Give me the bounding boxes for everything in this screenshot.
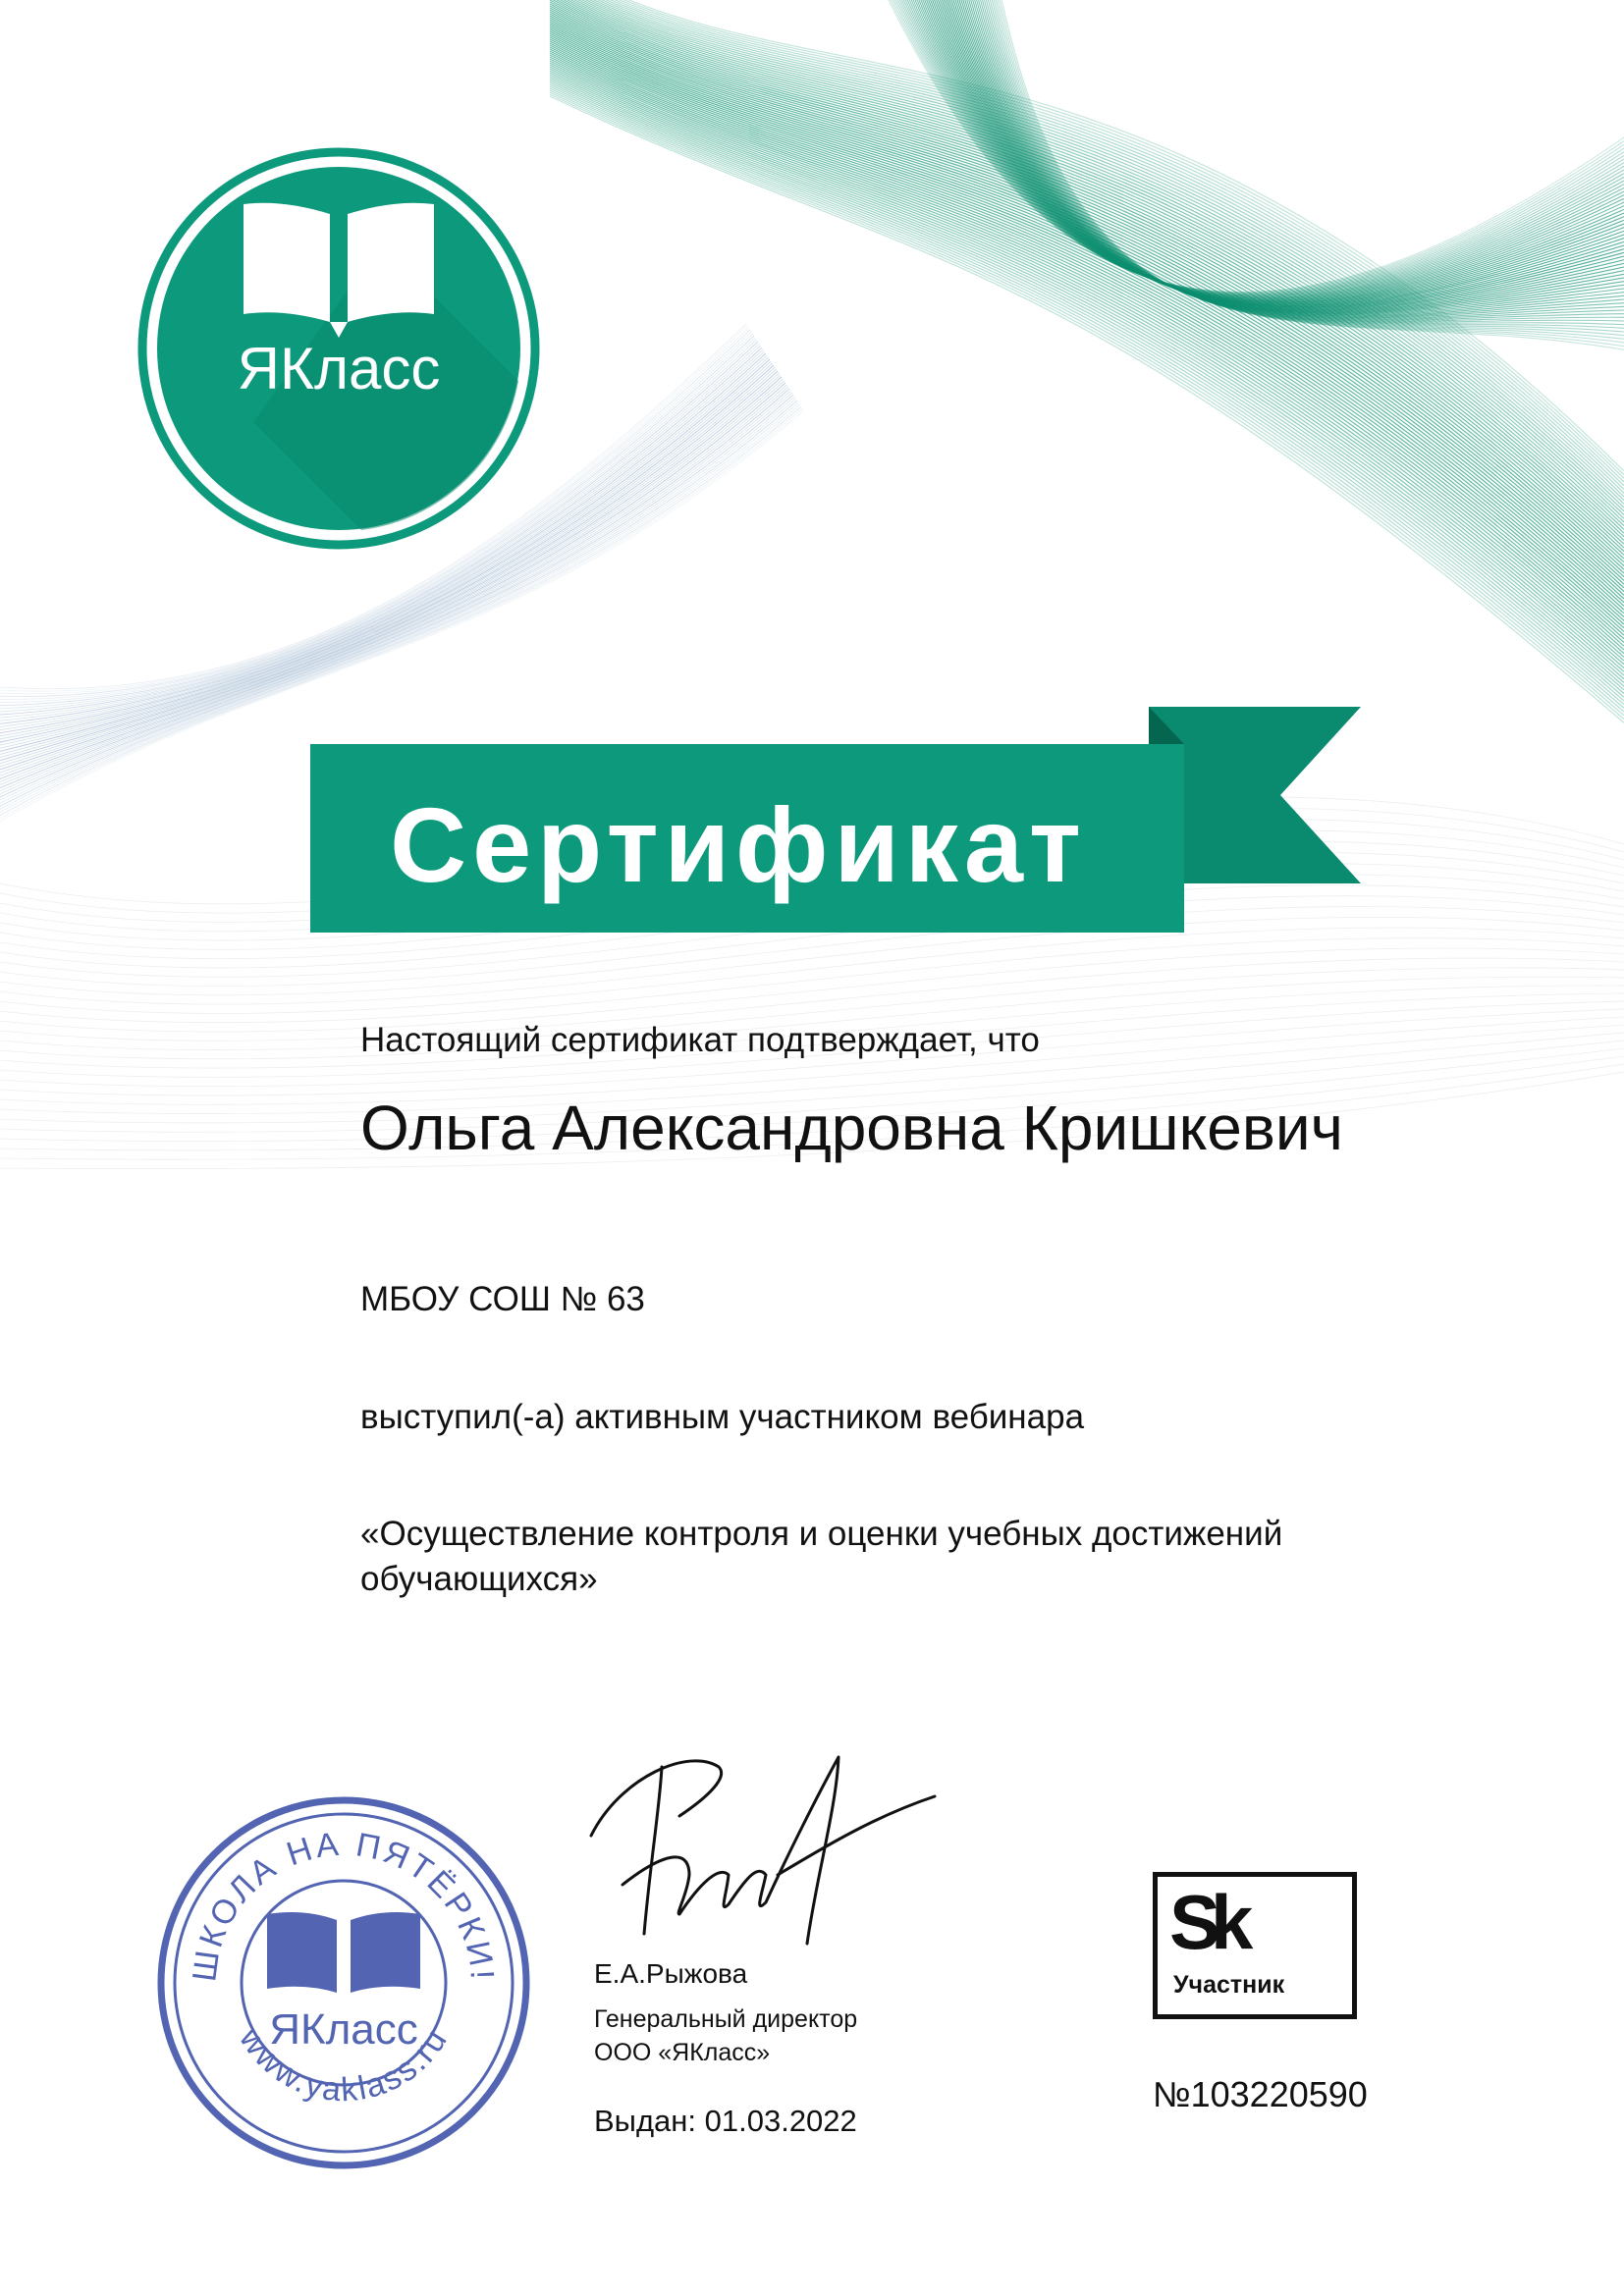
participation-text: выступил(-а) активным участником вебинара [360, 1398, 1085, 1436]
signer-company: ООО «ЯКласс» [594, 2039, 771, 2066]
certificate-number: №103220590 [1153, 2074, 1368, 2114]
signer-position: Генеральный директор [594, 2005, 858, 2033]
signer-name: Е.А.Рыжова [594, 1958, 748, 1989]
yaklass-logo [135, 145, 543, 553]
logo-text: ЯКласс [237, 336, 441, 401]
school-name: МБОУ СОШ № 63 [360, 1280, 645, 1318]
director-signature [581, 1737, 954, 1963]
stamp-top-text: ШКОЛА НА ПЯТЁРКИ! [186, 1825, 502, 1984]
skolkovo-participant-badge [1153, 1872, 1357, 2019]
webinar-topic: «Осуществление контроля и оценки учебных достижений обучающихся» [360, 1515, 1283, 1598]
title-ribbon [310, 707, 1361, 933]
svg-text:ШКОЛА НА ПЯТЁРКИ! [186, 1826, 501, 1984]
certificate-title: Сертификат [390, 785, 1087, 904]
intro-text: Настоящий сертификат подтверждает, что [360, 1021, 1040, 1059]
sk-logo: Sk [1169, 1879, 1244, 1965]
stamp-brand: ЯКласс [269, 2005, 418, 2054]
sk-label: Участник [1173, 1971, 1285, 1999]
stamp-url-text: www.yaklass.ru [232, 2020, 456, 2109]
recipient-name: Ольга Александровна Кришкевич [360, 1093, 1343, 1163]
stamp-book-icon [267, 1912, 420, 1993]
company-stamp [147, 1787, 540, 2179]
issue-date: Выдан: 01.03.2022 [594, 2104, 857, 2138]
